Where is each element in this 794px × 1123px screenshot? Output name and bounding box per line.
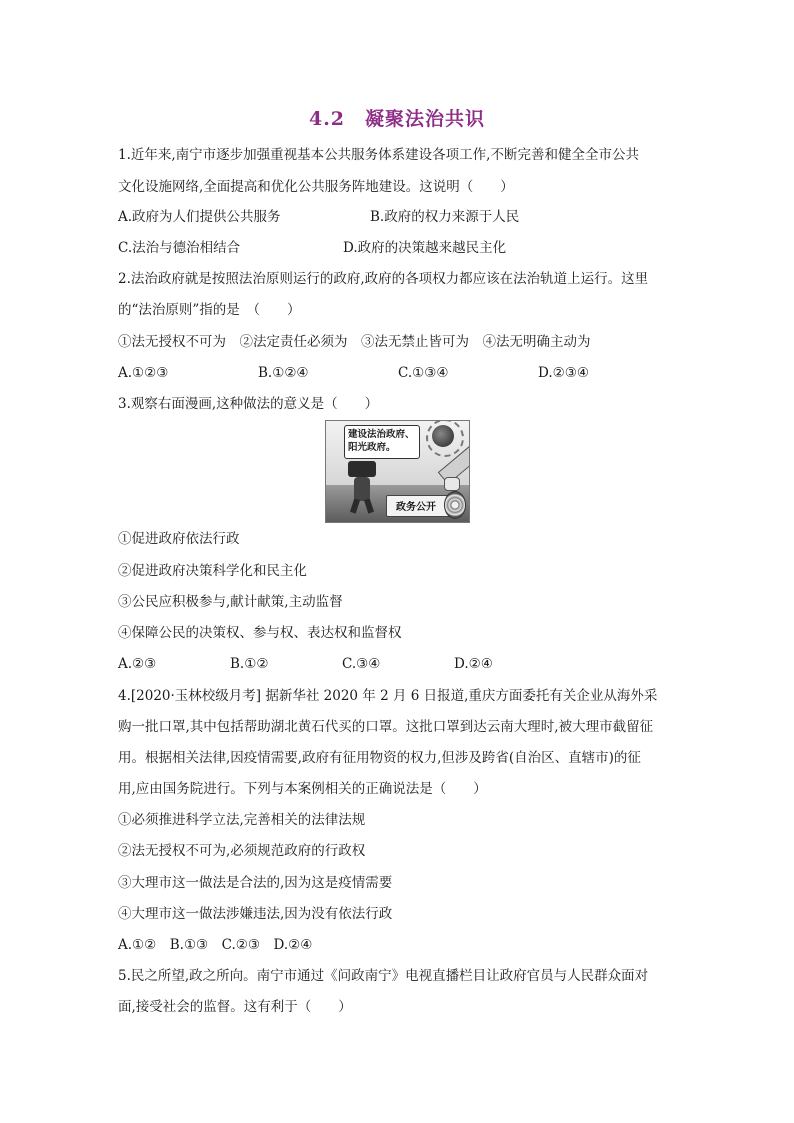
q1-option-b: B.政府的权力来源于人民 [370, 209, 520, 225]
q3-stem: 3.观察右面漫画,这种做法的意义是（ ） [118, 396, 379, 412]
cartoon-scroll-text: 政务公开 [396, 502, 436, 513]
q4-statement-3: ③大理市这一做法是合法的,因为这是疫情需要 [118, 875, 393, 891]
page-title: 4.2 凝聚法治共识 [308, 108, 486, 130]
q1-stem-line-2: 文化设施网络,全面提高和优化公共服务阵地建设。这说明（ ） [118, 179, 514, 195]
q4-stem-line-1: 4.[2020·玉林校级月考] 据新华社 2020 年 2 月 6 日报道,重庆方面委托有关企业从海外采 [118, 688, 658, 704]
q2-option-b: B.①②④ [258, 365, 309, 381]
q3-option-d: D.②④ [454, 656, 493, 672]
cartoon-sun [432, 425, 454, 447]
cartoon-hand [444, 477, 460, 491]
q3-option-a: A.②③ [118, 656, 157, 672]
q5-stem-line-2: 面,接受社会的监督。这有利于（ ） [118, 999, 352, 1015]
q1-option-a: A.政府为人们提供公共服务 [118, 209, 281, 225]
cartoon-speech-bubble: 建设法治政府、阳光政府。 [344, 425, 420, 459]
q3-option-c: C.③④ [342, 656, 381, 672]
q2-stem-line-2: 的“法治原则”指的是 （ ） [118, 302, 301, 318]
q4-statement-4: ④大理市这一做法涉嫌违法,因为没有依法行政 [118, 906, 393, 922]
q4-stem-line-3: 用。根据相关法律,因疫情需要,政府有征用物资的权力,但涉及跨省(自治区、直辖市)的征 [118, 750, 641, 766]
q5-stem-line-1: 5.民之所望,政之所向。南宁市通过《问政南宁》电视直播栏目让政府官员与人民群众面对 [118, 968, 649, 984]
q2-option-c: C.①③④ [398, 365, 449, 381]
q4-statement-2: ②法无授权不可为,必须规范政府的行政权 [118, 843, 366, 859]
q3-cartoon-image [325, 420, 470, 523]
cartoon-figure-body [354, 477, 370, 501]
q4-stem-line-2: 购一批口罩,其中包括帮助湖北黄石代买的口罩。这批口罩到达云南大理时,被大理市截留征 [118, 719, 654, 735]
q1-option-d: D.政府的决策越来越民主化 [343, 240, 507, 256]
q2-statements: ①法无授权不可为 ②法定责任必须为 ③法无禁止皆可为 ④法无明确主动为 [118, 334, 591, 350]
q1-option-c: C.法治与德治相结合 [118, 240, 241, 256]
q2-option-a: A.①②③ [118, 365, 169, 381]
q3-statement-4: ④保障公民的决策权、参与权、表达权和监督权 [118, 625, 402, 641]
q2-stem-line-1: 2.法治政府就是按照法治原则运行的政府,政府的各项权力都应该在法治轨道上运行。这里 [118, 271, 649, 287]
cartoon-figure-head [348, 461, 376, 477]
q3-option-b: B.①② [230, 656, 269, 672]
q3-statement-1: ①促进政府依法行政 [118, 531, 240, 547]
q4-stem-line-4: 用,应由国务院进行。下列与本案例相关的正确说法是（ ） [118, 781, 487, 797]
q2-option-d: D.②③④ [538, 365, 589, 381]
q1-stem-line-1: 1.近年来,南宁市逐步加强重视基本公共服务体系建设各项工作,不断完善和健全全市公共 [118, 147, 639, 163]
q3-statement-2: ②促进政府决策科学化和民主化 [118, 563, 307, 579]
q4-statement-1: ①必须推进科学立法,完善相关的法律法规 [118, 812, 366, 828]
cartoon-scroll-roll [444, 491, 466, 519]
q3-statement-3: ③公民应积极参与,献计献策,主动监督 [118, 594, 343, 610]
q4-options: A.①② B.①③ C.②③ D.②④ [118, 937, 313, 953]
